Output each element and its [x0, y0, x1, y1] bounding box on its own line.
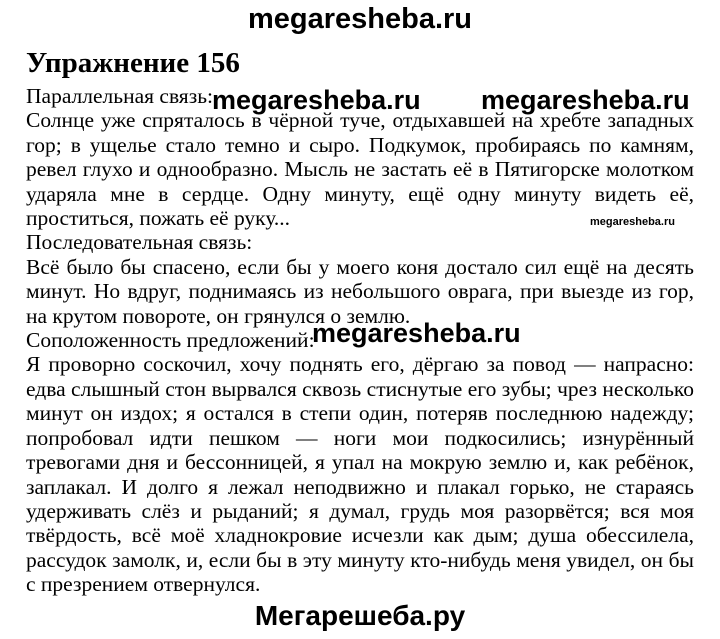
- section-text-juxtaposition: Я проворно соскочил, хочу поднять его, дёргаю за повод — напрасно: едва слышный стон вырвался сквозь стиснутые его зубы; чрез несколько минут он издох; я остался в степи один, потеряв последнюю надежду; попробовал идти пешком — ноги мои подкосились; изнурённый тревогами дня и бессонницей, я упал на мокрую землю и, как ребёнок, заплакал. И долго я лежал неподвижно и плакал горько, не стараясь удерживать слёз и рыданий; я думал, грудь моя разорвётся; вся моя твёрдость, всё моё хладнокровие исчезли как дым; душа обессилела, рассудок замолк, и, если бы в эту минуту кто-нибудь меня увидел, он бы с презрением отвернулся.: [26, 352, 694, 597]
- watermark-top: megaresheba.ru: [247, 3, 473, 35]
- exercise-title: Упражнение 156: [26, 47, 240, 79]
- watermark-inline-small: megaresheba.ru: [590, 216, 675, 228]
- watermark-inline-1: megaresheba.ru: [212, 85, 421, 115]
- watermark-bottom: Мегарешеба.ру: [254, 600, 466, 631]
- section-text-sequential: Всё было бы спасено, если бы у моего коня достало сил ещё на десять минут. Но вдруг, поднимаясь из небольшого оврага, при выезде из гор, на крутом повороте, он грянулся о землю.: [26, 254, 694, 328]
- section-label-sequential: Последовательная связь:: [26, 230, 253, 255]
- section-text-parallel: Солнце уже спряталось в чёрной туче, отдыхавшей на хребте западных гор; в ущелье стало темно и сыро. Подкумок, пробираясь по камням, ревел глухо и однообразно. Мысль не застать её в Пятигорске молотком ударяла мне в сердце. Одну минуту, ещё одну минуту видеть её, проститься, пожать её руку...: [26, 108, 694, 231]
- section-label-parallel: Параллельная связь:: [26, 84, 213, 108]
- watermark-inline-3: megaresheba.ru: [312, 318, 521, 348]
- watermark-inline-2: megaresheba.ru: [481, 85, 690, 115]
- section-label-juxtaposition: Соположенность предложений:: [26, 328, 315, 353]
